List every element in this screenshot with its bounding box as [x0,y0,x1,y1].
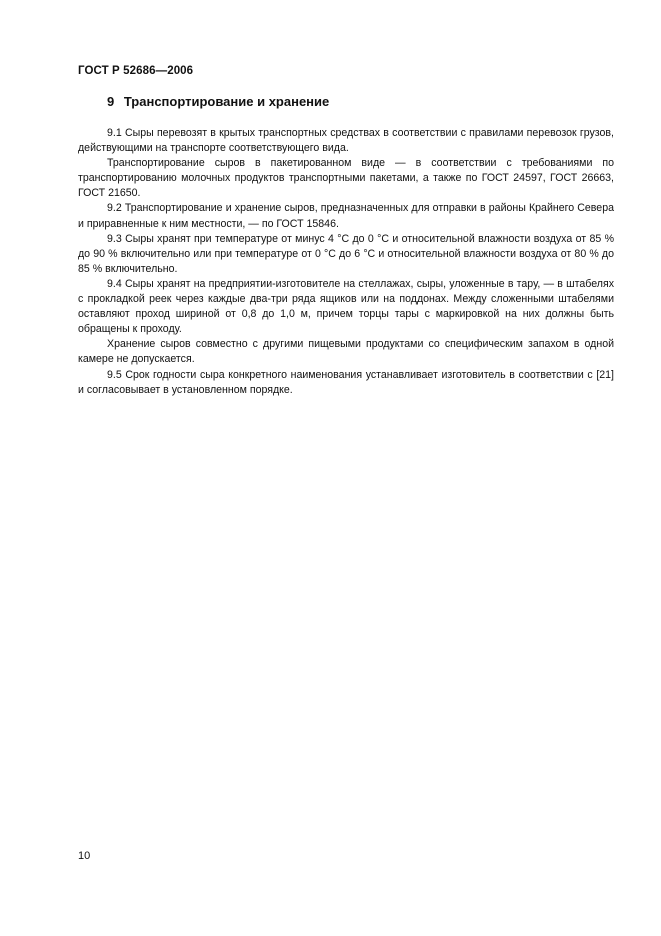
paragraph-9-2: 9.2 Транспортирование и хранение сыров, предназначенных для отправки в районы Крайнего Севера и приравненные к ним местности, — по ГОСТ 15846. [78,202,614,230]
paragraph-9-1: 9.1 Сыры перевозят в крытых транспортных средствах в соответствии с правилами перевозок грузов, действующими на транспорте соответствующего вида. [78,127,614,155]
section-body [78,126,614,398]
section-heading [107,94,329,109]
paragraph-storage-restriction: Хранение сыров совместно с другими пищевыми продуктами со специфическим запахом в одной камере не допускается. [78,338,614,366]
section-number: 9 [107,94,115,109]
paragraph-9-4: 9.4 Сыры хранят на предприятии-изготовителе на стеллажах, сыры, уложенные в тару, — в штабелях с прокладкой реек через каждые два-три ряда ящиков или на поддонах. Между сложенными штабелями оставляют проход шириной от 0,8 до 1,0 м, причем торцы тары с маркировкой на них должны быть обращены к проходу. [78,277,614,336]
paragraph-9-3: 9.3 Сыры хранят при температуре от минус 4 °С до 0 °С и относительной влажности воздуха от 85 % до 90 % включительно или при температуре от 0 °С до 6 °С и относительной влажности воздуха от 80 % до 85 % включительно. [78,232,614,275]
paragraph-packaged-transport: Транспортирование сыров в пакетированном виде — в соответствии с требованиями по транспортированию молочных продуктов транспортными пакетами, а также по ГОСТ 24597, ГОСТ 26663, ГОСТ 21650. [78,157,614,200]
paragraph-9-5: 9.5 Срок годности сыра конкретного наименования устанавливает изготовитель в соответствии с [21] и согласовывает в установленном порядке. [78,368,614,396]
document-header: ГОСТ Р 52686—2006 [78,65,194,77]
section-title: Транспортирование и хранение [123,94,330,109]
page-number: 10 [78,850,91,862]
